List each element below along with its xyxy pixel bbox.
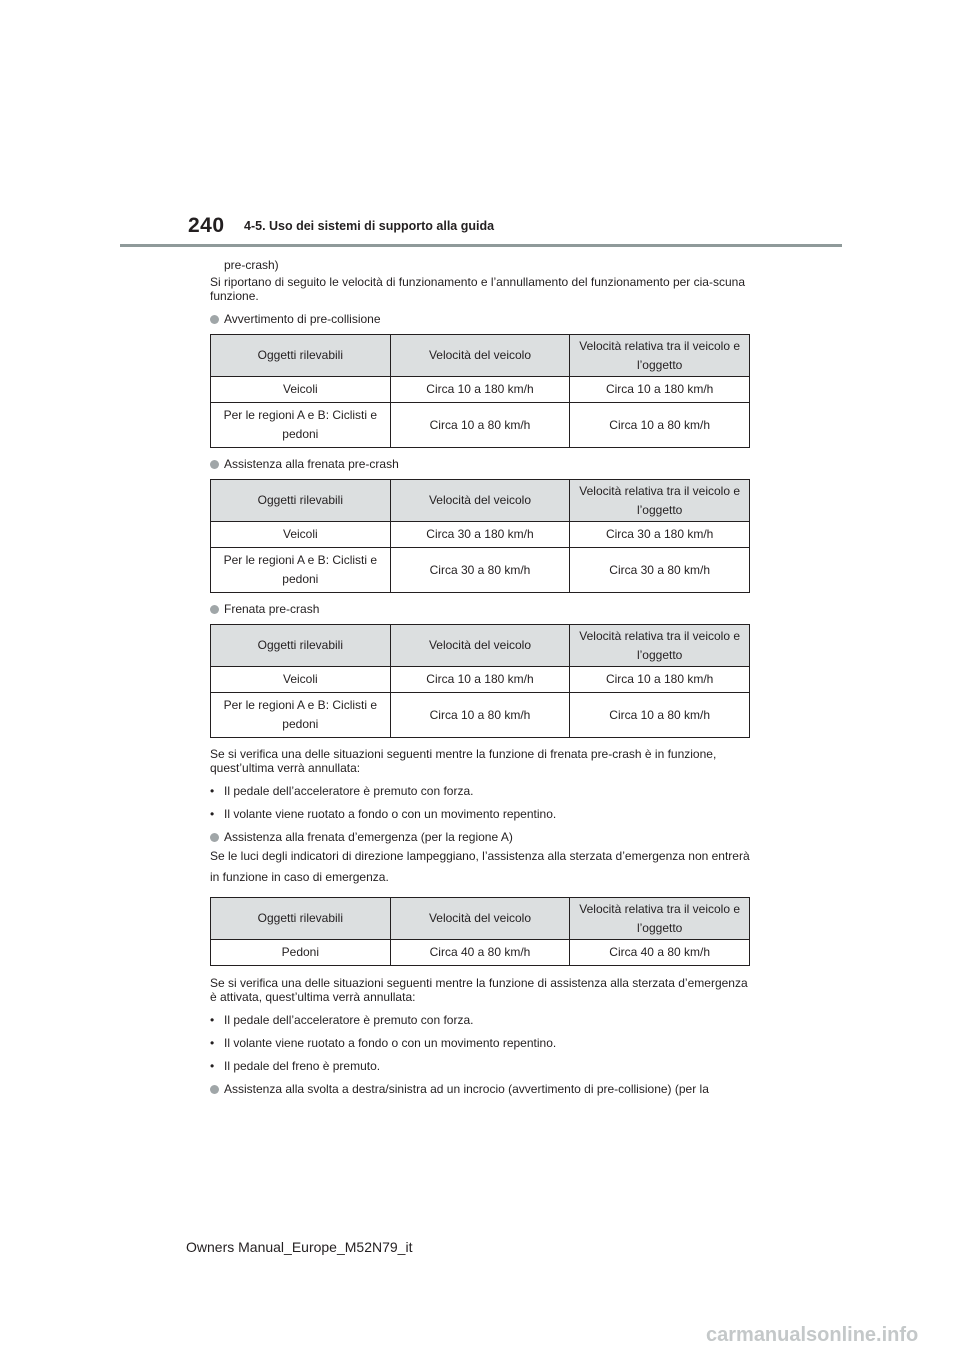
table-cell: Circa 40 a 80 km/h — [390, 940, 570, 966]
bullet-dot-icon — [210, 315, 219, 324]
bullet-dot-icon — [210, 460, 219, 469]
list-bullet: • — [210, 807, 215, 821]
table-cell: Veicoli — [211, 377, 391, 403]
spec-table — [210, 334, 750, 448]
table-cell: Circa 30 a 80 km/h — [390, 548, 570, 593]
section-heading — [210, 830, 755, 844]
section-heading — [210, 602, 755, 616]
intro-text: Si riportano di seguito le velocità di funzionamento e l’annullamento del funzionamento per cia-scuna funzione. — [210, 275, 745, 303]
table-row — [211, 667, 750, 693]
bullet-dot-icon — [210, 605, 219, 614]
section-title: 4-5. Uso dei sistemi di supporto alla guida — [244, 219, 495, 233]
page-content — [210, 258, 755, 1096]
table-header-row — [211, 625, 750, 667]
table-cell: Circa 10 a 180 km/h — [390, 667, 570, 693]
table-header-cell: Velocità relativa tra il veicolo e l’oggetto — [570, 898, 750, 940]
table-header-row — [211, 335, 750, 377]
table-header-cell: Velocità del veicolo — [390, 898, 570, 940]
section-heading-text: Assistenza alla frenata pre-crash — [224, 457, 399, 471]
table-header-cell: Velocità relativa tra il veicolo e l’oggetto — [570, 480, 750, 522]
list-bullet: • — [210, 1059, 215, 1073]
table-cell: Circa 30 a 180 km/h — [390, 522, 570, 548]
section-heading-text: Assistenza alla svolta a destra/sinistra ad un incrocio (avvertimento di pre-collisione) (per la — [224, 1082, 709, 1096]
list-item-text: Il volante viene ruotato a fondo o con un movimento repentino. — [224, 807, 557, 821]
table-cell: Per le regioni A e B: Ciclisti e pedoni — [211, 403, 391, 448]
table-cell: Circa 10 a 180 km/h — [390, 377, 570, 403]
spec-table — [210, 897, 750, 966]
section-heading-text: Frenata pre-crash — [224, 602, 320, 616]
spec-table — [210, 624, 750, 738]
braking-cancel-text: Se si verifica una delle situazioni seguenti mentre la funzione di frenata pre-crash è in funzione, quest’ultima verrà annullata: — [210, 747, 717, 775]
table-row — [211, 403, 750, 448]
table-header-cell: Velocità del veicolo — [390, 625, 570, 667]
table-row — [211, 377, 750, 403]
table-cell: Circa 30 a 80 km/h — [570, 548, 750, 593]
list-item — [210, 1059, 755, 1073]
list-item — [210, 784, 755, 798]
list-bullet: • — [210, 1036, 215, 1050]
section-heading — [210, 1082, 755, 1096]
table-header-cell: Velocità del veicolo — [390, 480, 570, 522]
table-header-cell: Oggetti rilevabili — [211, 625, 391, 667]
list-item-text: Il volante viene ruotato a fondo o con un movimento repentino. — [224, 1036, 557, 1050]
table-cell: Circa 10 a 180 km/h — [570, 377, 750, 403]
footer-text: Owners Manual_Europe_M52N79_it — [186, 1239, 413, 1255]
table-header-cell: Velocità relativa tra il veicolo e l’oggetto — [570, 625, 750, 667]
table-header-row — [211, 898, 750, 940]
header-rule — [120, 244, 842, 247]
list-bullet: • — [210, 784, 215, 798]
table-cell: Circa 40 a 80 km/h — [570, 940, 750, 966]
table-cell: Per le regioni A e B: Ciclisti e pedoni — [211, 548, 391, 593]
watermark: carmanualsonline.info — [706, 1324, 919, 1346]
list-item — [210, 1036, 755, 1050]
table-cell: Circa 10 a 80 km/h — [570, 403, 750, 448]
table-row — [211, 940, 750, 966]
table-header-cell: Velocità del veicolo — [390, 335, 570, 377]
list-item-text: Il pedale dell’acceleratore è premuto con forza. — [224, 1013, 474, 1027]
table-cell: Circa 10 a 80 km/h — [390, 693, 570, 738]
table-header-cell: Velocità relativa tra il veicolo e l’oggetto — [570, 335, 750, 377]
section-heading-text: Assistenza alla frenata d’emergenza (per la regione A) — [224, 830, 513, 844]
list-item-text: Il pedale dell’acceleratore è premuto con forza. — [224, 784, 474, 798]
page-number: 240 — [188, 214, 225, 237]
spec-table — [210, 479, 750, 593]
table-row — [211, 522, 750, 548]
list-item — [210, 807, 755, 821]
table-cell: Veicoli — [211, 522, 391, 548]
table-cell: Pedoni — [211, 940, 391, 966]
continuation-text: pre-crash) — [224, 258, 279, 272]
section-heading-text: Avvertimento di pre-collisione — [224, 312, 381, 326]
bullet-dot-icon — [210, 833, 219, 842]
table-cell: Circa 10 a 80 km/h — [390, 403, 570, 448]
table-header-cell: Oggetti rilevabili — [211, 898, 391, 940]
table-header-cell: Oggetti rilevabili — [211, 335, 391, 377]
table-row — [211, 693, 750, 738]
table-cell: Per le regioni A e B: Ciclisti e pedoni — [211, 693, 391, 738]
list-item-text: Il pedale del freno è premuto. — [224, 1059, 381, 1073]
table-cell: Veicoli — [211, 667, 391, 693]
table-header-row — [211, 480, 750, 522]
steering-text: Se le luci degli indicatori di direzione lampeggiano, l’assistenza alla sterzata d’emergenza non entrerà in funzione in caso di emergenza. — [210, 849, 750, 884]
table-cell: Circa 10 a 80 km/h — [570, 693, 750, 738]
section-heading — [210, 312, 755, 326]
table-cell: Circa 10 a 180 km/h — [570, 667, 750, 693]
table-header-cell: Oggetti rilevabili — [211, 480, 391, 522]
steering-cancel-text: Se si verifica una delle situazioni seguenti mentre la funzione di assistenza alla sterzata d’emergenza è attivata, quest’ultima verrà annullata: — [210, 976, 748, 1004]
list-bullet: • — [210, 1013, 215, 1027]
table-cell: Circa 30 a 180 km/h — [570, 522, 750, 548]
list-item — [210, 1013, 755, 1027]
bullet-dot-icon — [210, 1085, 219, 1094]
section-heading — [210, 457, 755, 471]
table-row — [211, 548, 750, 593]
